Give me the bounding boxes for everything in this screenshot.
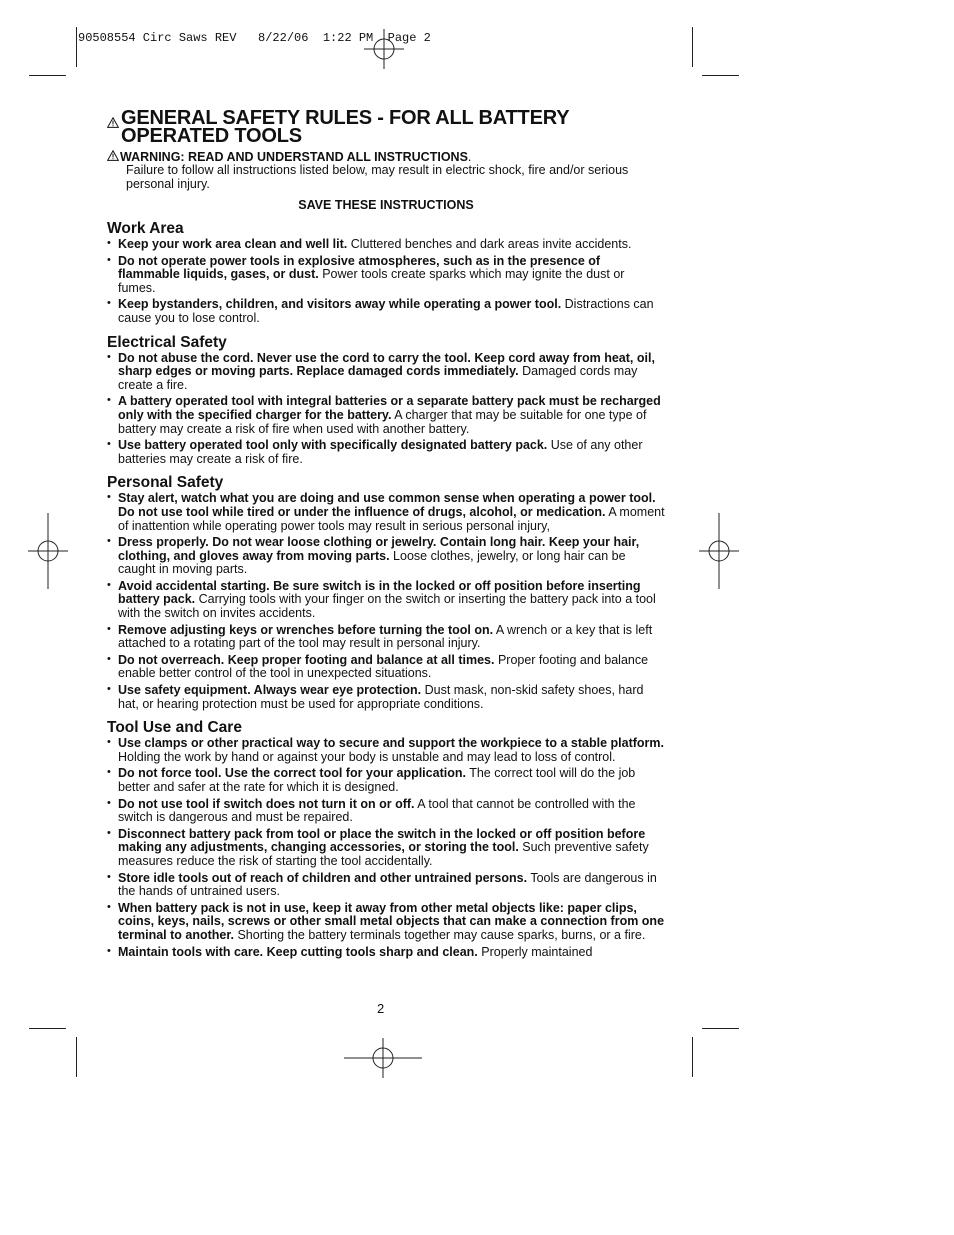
crop-mark — [692, 27, 693, 67]
crop-mark — [702, 75, 739, 76]
section-electrical-safety — [107, 335, 665, 467]
list-item: • Keep your work area clean and well lit. Cluttered benches and dark areas invite accidents. — [107, 237, 632, 251]
list-item: • Maintain tools with care. Keep cutting tools sharp and clean. Properly maintained — [107, 944, 593, 959]
section-personal-safety — [107, 475, 665, 711]
warning-triangle-icon — [107, 150, 119, 164]
list-item: • Use clamps or other practical way to secure and support the workpiece to a stable platform. Holding the work by hand or against your body is unstable and may lead to loss of control. — [107, 736, 664, 764]
list-item: • Do not overreach. Keep proper footing and balance at all times. Proper footing and balance enable better control of the tool in unexpected situations. — [107, 652, 649, 681]
crop-mark — [76, 27, 77, 67]
warning-line — [107, 150, 665, 164]
page-title — [107, 109, 665, 145]
list-item: • Do not abuse the cord. Never use the cord to carry the tool. Keep cord away from heat, oil, sharp edges or moving parts. Replace damaged cords immediately. Damaged cords may create a fire. — [107, 350, 655, 392]
list-item: • A battery operated tool with integral batteries or a separate battery pack must be recharged only with the specified charger for the battery. A charger that may be suitable for one type of battery may create a risk of fire when used with another battery. — [107, 394, 661, 436]
list-item: • When battery pack is not in use, keep it away from other metal objects like: paper clips, coins, keys, nails, screws or other small metal objects that can make a connection from one terminal to another. Shorting the battery terminals together may cause sparks, burns, or a fire. — [107, 900, 665, 942]
section-heading: Electrical Safety — [107, 333, 227, 351]
section-heading: Tool Use and Care — [107, 719, 242, 737]
list-item: • Do not use tool if switch does not turn it on or off. A tool that cannot be controlled with the switch is dangerous and must be repaired. — [107, 796, 636, 825]
warning-period: . — [467, 150, 472, 164]
warning-label: WARNING: READ AND UNDERSTAND ALL INSTRUCTIONS — [120, 150, 468, 164]
save-instructions: SAVE THESE INSTRUCTIONS — [298, 198, 474, 212]
document-body — [107, 109, 665, 962]
list-item: • Keep bystanders, children, and visitors away while operating a power tool. Distractions can cause you to lose control. — [107, 297, 654, 325]
crop-mark — [702, 1028, 739, 1029]
registration-mark-icon — [699, 513, 739, 589]
list-item: • Use battery operated tool only with specifically designated battery pack. Use of any other batteries may create a risk of fire. — [107, 438, 643, 466]
title-line-2: OPERATED TOOLS — [121, 125, 302, 147]
registration-mark-icon — [28, 513, 68, 589]
crop-mark — [692, 1037, 693, 1077]
warning-triangle-icon — [107, 113, 119, 131]
list-item: • Use safety equipment. Always wear eye protection. Dust mask, non-skid safety shoes, hard hat, or hearing protection must be used for appropriate conditions. — [107, 683, 644, 711]
list-item: • Stay alert, watch what you are doing and use common sense when operating a power tool. Do not use tool while tired or under the influence of drugs, alcohol, or medication. A moment of inattention while operating power tools may result in serious personal injury, — [107, 491, 665, 533]
list-item: • Store idle tools out of reach of children and other untrained persons. Tools are dangerous in the hands of untrained users. — [107, 870, 657, 899]
page-number: 2 — [377, 1001, 385, 1016]
list-item: • Disconnect battery pack from tool or place the switch in the locked or off position before making any adjustments, changing accessories, or storing the tool. Such preventive safety measures reduce the risk of starting the tool accidentally. — [107, 826, 649, 868]
list-item: • Remove adjusting keys or wrenches before turning the tool on. A wrench or a key that is left attached to a rotating part of the tool may result in personal injury. — [107, 622, 653, 651]
section-heading: Personal Safety — [107, 474, 224, 492]
list-item: • Do not force tool. Use the correct tool for your application. The correct tool will do the job better and safer at the rate for which it is designed. — [107, 766, 636, 794]
print-slug: 90508554 Circ Saws REV 8/22/06 1:22 PM Page 2 — [78, 31, 431, 45]
section-tool-use-and-care — [107, 720, 665, 959]
list-item: • Do not operate power tools in explosive atmospheres, such as in the presence of flammable liquids, gases, or dust. Power tools create sparks which may ignite the dust or fumes. — [107, 253, 625, 295]
crop-mark — [29, 1028, 66, 1029]
section-work-area — [107, 221, 665, 326]
registration-mark-icon — [344, 1038, 422, 1078]
list-item: • Dress properly. Do not wear loose clothing or jewelry. Contain long hair. Keep your hair, clothing, and gloves away from moving parts. Loose clothes, jewelry, or long hair can be caught in moving parts. — [107, 535, 640, 577]
title-line-1: GENERAL SAFETY RULES - FOR ALL BATTERY — [121, 107, 570, 129]
crop-mark — [76, 1037, 77, 1077]
crop-mark — [29, 75, 66, 76]
list-item: • Avoid accidental starting. Be sure switch is in the locked or off position before inserting battery pack. Carrying tools with your finger on the switch or inserting the battery pack into a tool with the switch on invites accidents. — [107, 578, 656, 621]
section-heading: Work Area — [107, 220, 184, 237]
warning-body: Failure to follow all instructions listed below, may result in electric shock, fire and/or serious personal injury. — [126, 163, 629, 191]
